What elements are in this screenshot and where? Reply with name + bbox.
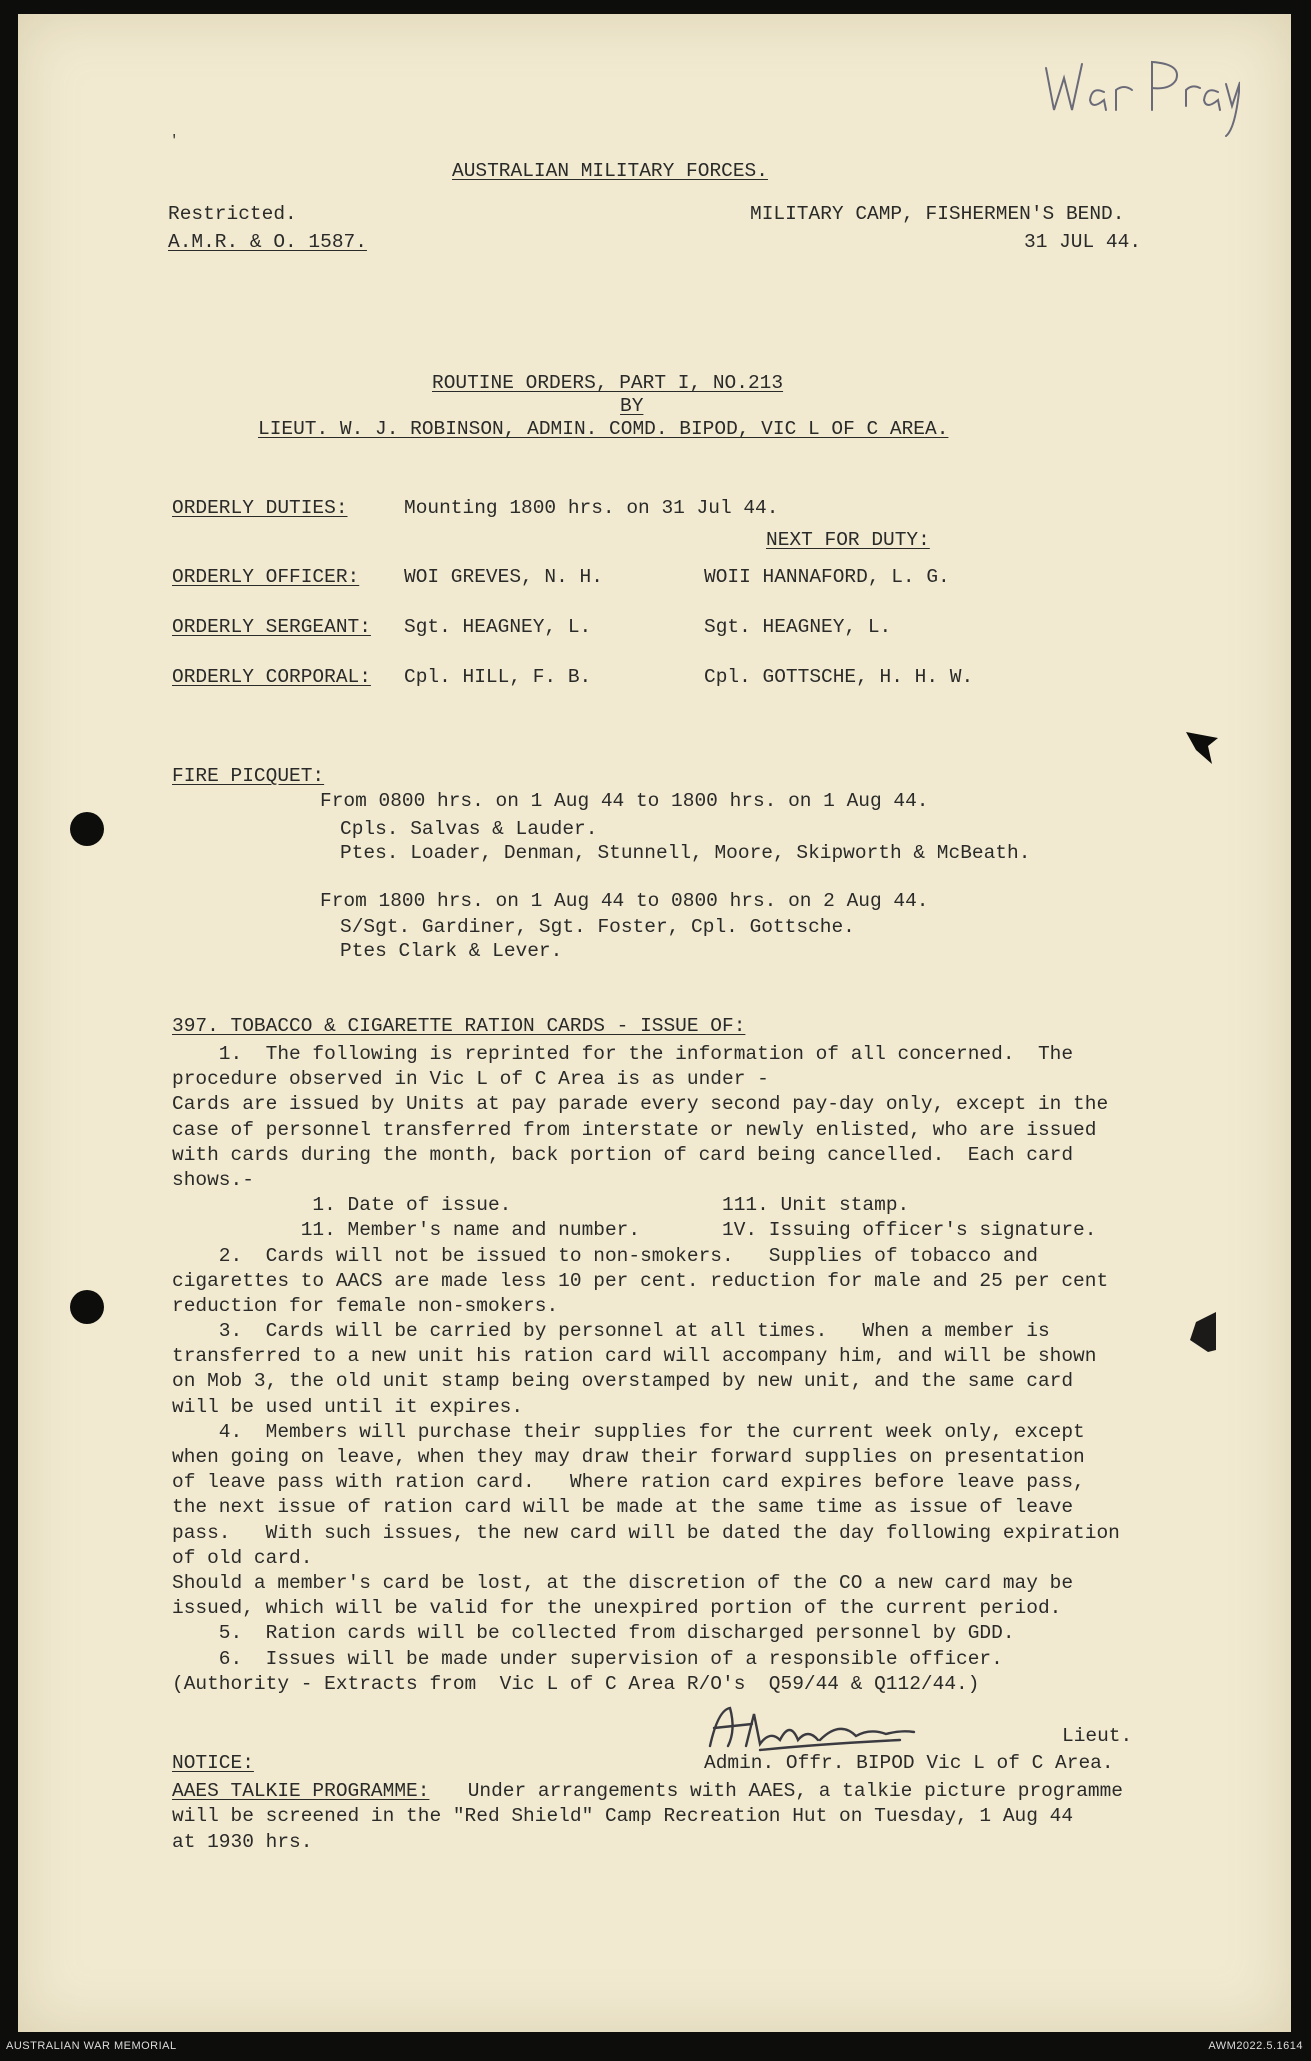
picquet-line: S/Sgt. Gardiner, Sgt. Foster, Cpl. Gottsche. (340, 916, 855, 938)
duty-next: WOII HANNAFORD, L. G. (704, 566, 950, 588)
notice-line: will be screened in the "Red Shield" Camp Recreation Hut on Tuesday, 1 Aug 44 (172, 1805, 1074, 1827)
notice-subhead: AAES TALKIE PROGRAMME: (172, 1780, 430, 1802)
body-line: Cards are issued by Units at pay parade every second pay-day only, except in the (172, 1093, 1109, 1116)
body-line: issued, which will be valid for the unexpired portion of the current period. (172, 1597, 1062, 1620)
duty-current: Sgt. HEAGNEY, L. (404, 616, 592, 638)
picquet-line: Ptes Clark & Lever. (340, 940, 563, 962)
body-line: shows.- (172, 1168, 254, 1191)
orders-issuer: LIEUT. W. J. ROBINSON, ADMIN. COMD. BIPOD, VIC L OF C AREA. (258, 418, 949, 440)
body-line: 5. Ration cards will be collected from discharged personnel by GDD. (172, 1622, 1015, 1645)
picquet-line: From 1800 hrs. on 1 Aug 44 to 0800 hrs. on 2 Aug 44. (320, 890, 929, 912)
footer-accession: AWM2022.5.1614 (1208, 2040, 1303, 2052)
body-line: pass. With such issues, the new card will be dated the day following expiration (172, 1521, 1120, 1544)
classification-label: Restricted. (168, 203, 297, 225)
body-line: will be used until it expires. (172, 1395, 524, 1418)
body-line: 11. Member's name and number. 1V. Issuing officer's signature. (172, 1219, 1097, 1242)
notice-line: at 1930 hrs. (172, 1831, 313, 1853)
signature-rank: Lieut. (1062, 1725, 1133, 1747)
duty-next: Cpl. GOTTSCHE, H. H. W. (704, 666, 974, 688)
body-line: when going on leave, when they may draw their forward supplies on presentation (172, 1446, 1085, 1468)
body-line: 6. Issues will be made under supervision of a responsible officer. (172, 1647, 1003, 1670)
body-line: 1. The following is reprinted for the information of all concerned. The (172, 1043, 1074, 1065)
location: MILITARY CAMP, FISHERMEN'S BEND. (750, 203, 1125, 225)
duty-role: ORDERLY CORPORAL: (172, 666, 371, 688)
body-line: with cards during the month, back portion of card being cancelled. Each card (172, 1143, 1074, 1166)
body-line: of leave pass with ration card. Where ration card expires before leave pass, (172, 1471, 1085, 1494)
punch-hole (70, 1290, 104, 1324)
notice-label: NOTICE: (172, 1752, 254, 1774)
punch-hole (70, 812, 104, 846)
section-body (172, 1042, 1192, 1697)
handwritten-annotation (1040, 50, 1240, 140)
next-for-duty-label: NEXT FOR DUTY: (766, 529, 930, 551)
body-line: procedure observed in Vic L of C Area is as under - (172, 1068, 769, 1091)
margin-mark: ' (170, 133, 179, 149)
torn-mark (1182, 728, 1222, 768)
torn-mark (1188, 1310, 1218, 1354)
duty-next: Sgt. HEAGNEY, L. (704, 616, 892, 638)
body-line: reduction for female non-smokers. (172, 1294, 559, 1317)
body-line: 2. Cards will not be issued to non-smokers. Supplies of tobacco and (172, 1244, 1038, 1267)
body-line: on Mob 3, the old unit stamp being overstamped by new unit, and the same card (172, 1370, 1074, 1393)
section-heading: 397. TOBACCO & CIGARETTE RATION CARDS - ISSUE OF: (172, 1015, 746, 1037)
body-line: 4. Members will purchase their supplies for the current week only, except (172, 1420, 1085, 1443)
body-line: Should a member's card be lost, at the discretion of the CO a new card may be (172, 1571, 1074, 1594)
body-line: case of personnel transferred from interstate or newly enlisted, who are issued (172, 1118, 1097, 1141)
body-line: the next issue of ration card will be made at the same time as issue of leave (172, 1496, 1074, 1519)
duties-mounting: Mounting 1800 hrs. on 31 Jul 44. (404, 497, 779, 519)
duty-role: ORDERLY OFFICER: (172, 566, 360, 588)
signature-title: Admin. Offr. BIPOD Vic L of C Area. (704, 1752, 1114, 1774)
document-title: AUSTRALIAN MILITARY FORCES. (452, 160, 768, 182)
duties-label: ORDERLY DUTIES: (172, 497, 348, 519)
duty-current: Cpl. HILL, F. B. (404, 666, 592, 688)
orders-title: ROUTINE ORDERS, PART I, NO.213 (432, 372, 784, 394)
picquet-line: Ptes. Loader, Denman, Stunnell, Moore, Skipworth & McBeath. (340, 842, 1031, 864)
duty-role: ORDERLY SERGEANT: (172, 616, 371, 638)
body-line: of old card. (172, 1546, 313, 1569)
orders-by: BY (620, 395, 644, 417)
reference-number: A.M.R. & O. 1587. (168, 231, 367, 253)
body-line: (Authority - Extracts from Vic L of C Area R/O's Q59/44 & Q112/44.) (172, 1672, 980, 1695)
body-line: 3. Cards will be carried by personnel at all times. When a member is (172, 1320, 1050, 1343)
picquet-line: Cpls. Salvas & Lauder. (340, 818, 598, 840)
picquet-line: From 0800 hrs. on 1 Aug 44 to 1800 hrs. on 1 Aug 44. (320, 790, 929, 812)
body-line: 1. Date of issue. 111. Unit stamp. (172, 1194, 910, 1217)
picquet-label: FIRE PICQUET: (172, 765, 325, 787)
duty-current: WOI GREVES, N. H. (404, 566, 603, 588)
body-line: cigarettes to AACS are made less 10 per cent. reduction for male and 25 per cent (172, 1269, 1109, 1292)
notice-line: Under arrangements with AAES, a talkie picture programme (456, 1780, 1124, 1802)
body-line: transferred to a new unit his ration card will accompany him, and will be shown (172, 1345, 1097, 1368)
footer-source: AUSTRALIAN WAR MEMORIAL (6, 2040, 177, 2052)
document-date: 31 JUL 44. (1024, 231, 1142, 253)
